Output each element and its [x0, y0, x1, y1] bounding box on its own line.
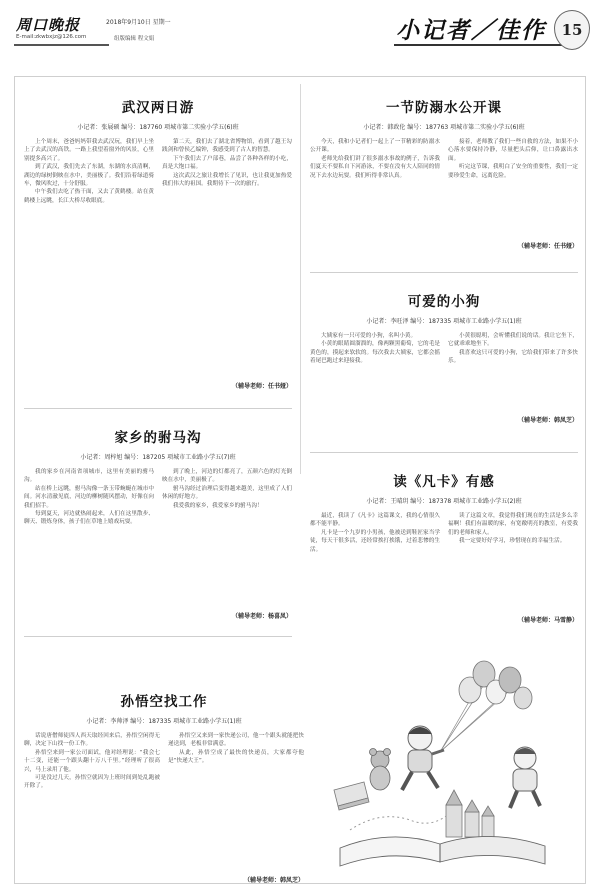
mentor-name: 任书娅: [267, 383, 286, 390]
reporter-name: 韩政伦: [387, 124, 406, 131]
body-column-2: 接着，老师教了我们一些自救的方法，如果不小心落水要保持冷静，尽量把头后仰，让口鼻露出水面。 听完这节课，我明白了安全的重要性，我们一定要珍爱生命，远离危险。: [448, 139, 578, 179]
article-puppy: [310, 290, 578, 430]
reporter-school: 项城市工业路小学五(1)班: [453, 318, 522, 325]
article-body: [24, 138, 292, 378]
reporter-school: 项城市工业路小学五(1)班: [173, 718, 242, 725]
body-column-1: 最近，我读了《凡卡》这篇课文，我的心情很久都不能平静。 凡卡是一个九岁的小男孩，他被送到鞋匠家当学徒，每天干很多活，还经常挨打挨饿，过着悲惨的生活。: [310, 513, 440, 553]
body-column-1: 大姨家有一只可爱的小狗，名叫小黄。 小黄的眼睛圆溜溜的，像两颗黑葡萄，它的毛是黄色的，摸起来软软的。每次我去大姨家，它都会摇着尾巴跑过来迎接我。: [310, 333, 440, 365]
mentor-credit: （辅导老师：马雪静）: [517, 617, 578, 624]
newspaper-logo: 周口晚报: [16, 16, 81, 34]
body-column-1: 话说唐僧师徒四人西天取经回来后，孙悟空闲得无聊，决定下山找一份工作。 孙悟空来到一家公司面试，他对经理说：“我会七十二变，还能一个跟头翻十万八千里。”经理听了很高兴，马上录用了他。 可是没过几天，孙悟空就因为上班时间到处乱跑被开除了。: [24, 733, 160, 790]
issue-meta: [106, 17, 171, 26]
issue-weekday: 星期一: [152, 19, 171, 26]
reporter-name: 李旺泽: [390, 318, 409, 325]
page-number: 15: [561, 21, 583, 39]
illustration-svg: [320, 640, 565, 872]
reporter-number: 187378: [428, 498, 452, 505]
reporter-number: 187760: [139, 124, 163, 131]
article-title: 可爱的小狗: [407, 294, 481, 310]
reporter-name: 王晴玥: [390, 498, 409, 505]
reporter-school: 项城市第二实验小学五(6)班: [450, 124, 525, 131]
article-byline: 小记者：周梓旭 编号：187205 项城市工业路小学五(7)班: [80, 454, 236, 461]
article-byline: 小记者：王晴玥 编号：187378 项城市工业路小学五(2)班: [366, 498, 522, 505]
reporter-school: 项城市工业路小学五(2)班: [453, 498, 522, 505]
article-title: 武汉两日游: [121, 100, 195, 116]
article-title: 家乡的驸马沟: [114, 430, 202, 446]
article-drowning: [310, 96, 578, 256]
mentor-name: 杨喜凤: [267, 613, 286, 620]
editor-label: 组版编辑: [114, 36, 137, 42]
teddy-bear: [370, 749, 391, 791]
divider: [24, 408, 292, 409]
mentor-credit: （辅导老师：杨喜凤）: [231, 613, 292, 620]
divider: [24, 636, 292, 637]
article-wukong: [24, 690, 304, 884]
divider: [310, 272, 578, 273]
article-title: 孙悟空找工作: [120, 694, 208, 710]
body-column-1: 我的家乡在河南省项城市，这里有美丽的驸马沟。 站在桥上远眺，驸马沟像一条玉带蜿蜒在城市中间。河水清澈见底，河边的柳树随风摆动，好像在向我们招手。 每到夏天，河边就热闹起来，人们在这里散步、聊天、锻炼身体，孩子们在草地上嬉戏玩耍。: [24, 469, 154, 526]
child-figure-right: [510, 747, 540, 808]
contact-email[interactable]: E-mail:zkwbxjz@126.com: [16, 34, 87, 40]
page-number-badge: [554, 10, 590, 50]
article-title: 一节防溺水公开课: [386, 100, 502, 116]
reporter-number: 187335: [148, 718, 172, 725]
article-body: [310, 512, 578, 612]
article-body: [24, 468, 292, 608]
divider: [310, 452, 578, 453]
mentor-credit: （辅导老师：任书娅）: [231, 383, 292, 390]
masthead-rule: [14, 44, 109, 46]
section-rule: [394, 44, 564, 46]
article-byline: 小记者：韩政伦 编号：187763 项城市第二实验小学五(6)班: [363, 124, 525, 131]
children-balloons-illustration: [320, 640, 565, 872]
mentor-name: 韩凤芝: [553, 417, 572, 424]
mentor-credit: （辅导老师：韩凤芝）: [517, 417, 578, 424]
article-wuhan: [24, 96, 292, 396]
section-title: 小记者／佳作: [396, 17, 546, 44]
article-byline: 小记者：张展硕 编号：187760 项城市第二实验小学五(6)班: [77, 124, 239, 131]
editor-meta: [114, 34, 154, 42]
article-title: 读《凡卡》有感: [393, 474, 495, 490]
article-body: [310, 332, 578, 412]
reporter-name: 李帅泽: [110, 718, 129, 725]
body-column-1: 今天，我和小记者们一起上了一节精彩的防溺水公开课。 老师先给我们讲了很多溺水事故的例子，告诉我们夏天不要私自下河游泳，不要在没有大人陪同的情况下去水边玩耍。我们听得非常认真。: [310, 139, 440, 179]
article-body: [24, 732, 304, 872]
reporter-name: 张展硕: [101, 124, 120, 131]
body-column-2: 读了这篇文章，我觉得我们现在的生活是多么幸福啊！我们有温暖的家，有宽敞明亮的教室，有爱我们的老师和家人。 我一定要好好学习，珍惜现在的幸福生活。: [448, 513, 578, 545]
article-byline: 小记者：李旺泽 编号：187335 项城市工业路小学五(1)班: [366, 318, 522, 325]
reporter-school: 项城市第二实验小学五(6)班: [164, 124, 239, 131]
article-body: [310, 138, 578, 238]
body-column-2: 到了晚上，河边的灯都亮了，五颜六色的灯光倒映在水中，美丽极了。 驸马沟经过治理后变得越来越美，这里成了人们休闲的好地方。 我爱我的家乡，我爱家乡的驸马沟！: [162, 469, 292, 509]
castle: [446, 790, 494, 837]
floating-book: [334, 782, 369, 810]
column-divider: [300, 84, 301, 474]
reporter-number: 187763: [425, 124, 449, 131]
reporter-school: 项城市工业路小学五(7)班: [167, 454, 236, 461]
mentor-credit: （辅导老师：韩凤芝）: [243, 877, 304, 884]
issue-date: 2018年9月10日: [106, 19, 151, 26]
article-card: [310, 470, 578, 630]
body-column-2: 小黄很聪明，会听懂我们说的话。我让它坐下，它就乖乖地坐下。 我喜欢这只可爱的小狗，它给我们带来了许多快乐。: [448, 333, 578, 365]
reporter-number: 187205: [142, 454, 166, 461]
reporter-name: 周梓旭: [104, 454, 123, 461]
reporter-number: 187335: [428, 318, 452, 325]
mentor-name: 韩凤芝: [279, 877, 298, 884]
article-ditch: [24, 426, 292, 626]
body-column-1: 上个周末，爸爸妈妈带我去武汉玩，我们早上坐上了去武汉的高铁。一路上我望着窗外的风景，心里别提多高兴了。 到了武汉，我们先去了东湖，东湖的水真清啊，湖边的绿树倒映在水中，美丽极了。我们沿着绿道骑车，微风吹过，十分舒服。 中午我们去吃了热干面，又去了黄鹤楼。站在黄鹤楼上远眺，长江大桥尽收眼底。: [24, 139, 154, 204]
article-byline: 小记者：李帅泽 编号：187335 项城市工业路小学五(1)班: [86, 718, 242, 725]
editor-name: 程文娟: [137, 36, 155, 42]
mentor-name: 马雪静: [553, 617, 572, 624]
open-book: [340, 836, 545, 866]
body-column-2: 孙悟空又来到一家快递公司，他一个跟头就能把快递送到，老板非常满意。 从此，孙悟空成了最快的快递员，大家都夸他是“快递大王”。: [168, 733, 304, 765]
body-column-2: 第二天，我们去了湖北省博物馆，看到了越王勾践剑和曾侯乙编钟，我感受到了古人的智慧。 下午我们去了户部巷，品尝了各种各样的小吃，真是大饱口福。 这次武汉之旅让我增长了见识，也让我更加热爱我们伟大的祖国。我期待下一次的旅行。: [162, 139, 292, 188]
mentor-credit: （辅导老师：任书娅）: [517, 243, 578, 250]
masthead: [14, 10, 586, 70]
child-figure-left: [402, 726, 444, 790]
mentor-name: 任书娅: [553, 243, 572, 250]
